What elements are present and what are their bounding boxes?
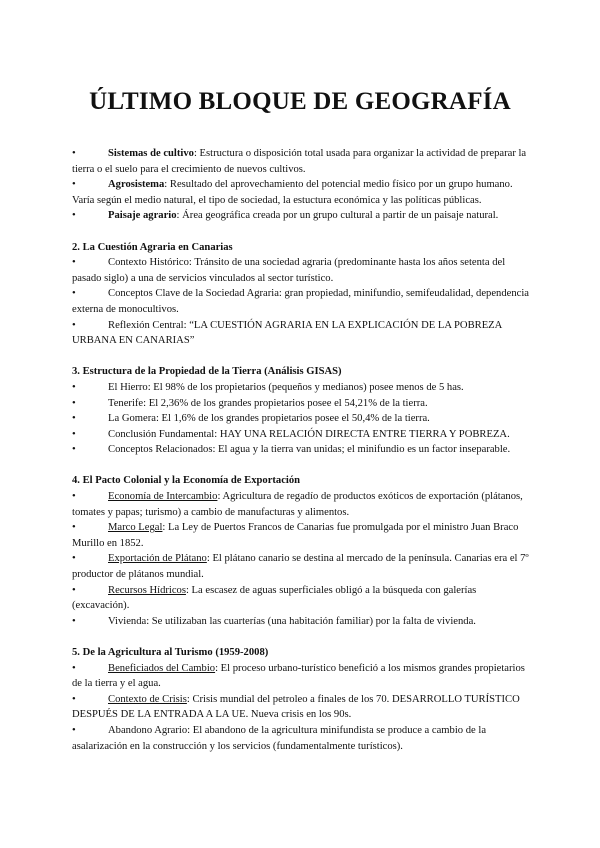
- bullet-glyph: •: [72, 553, 76, 565]
- item-text: La Gomera: El 1,6% de los grandes propietarios posee el 50,4% de la tierra.: [108, 413, 430, 425]
- list-item: [72, 520, 532, 551]
- page-title: ÚLTIMO BLOQUE DE GEOGRAFÍA: [89, 88, 511, 115]
- item-text: : La escasez de aguas superficiales obligó a la búsqueda con galerías (excavación).: [72, 584, 477, 612]
- item-text: Conceptos Relacionados: El agua y la tierra van unidas; el minifundio es un factor inseparable.: [108, 444, 511, 456]
- bullet-glyph: •: [72, 381, 76, 393]
- document-body: [72, 146, 532, 754]
- bullet-glyph: •: [72, 397, 76, 409]
- intro-item: [72, 146, 532, 177]
- item-text: Abandono Agrario: El abandono de la agricultura minifundista se produce a cambio de la asalarización en la construcción y los servicios (fundamentalmente turísticos).: [72, 724, 487, 752]
- bullet-glyph: •: [72, 615, 76, 627]
- bullet-glyph: •: [72, 210, 76, 222]
- term: Paisaje agrario: [108, 210, 177, 222]
- term: Agrosistema: [108, 179, 165, 191]
- list-item: [72, 396, 532, 412]
- section-title: 3. Estructura de la Propiedad de la Tierra (Análisis GISAS): [72, 366, 342, 378]
- list-item: [72, 661, 532, 692]
- list-item: [72, 489, 532, 520]
- section-title: 2. La Cuestión Agraria en Canarias: [72, 241, 233, 253]
- intro-item: [72, 177, 532, 208]
- list-item: [72, 442, 532, 458]
- item-text: Reflexión Central: “LA CUESTIÓN AGRARIA EN LA EXPLICACIÓN DE LA POBREZA URBANA EN CANARIAS”: [72, 319, 502, 347]
- list-item: [72, 583, 532, 614]
- section-agricultura-turismo: [72, 645, 532, 754]
- definition: : Resultado del aprovechamiento del potencial medio físico por un grupo humano. Varía según el medio natural, el tipo de sociedad, la estuctura económica y las políticas públicas.: [72, 179, 513, 206]
- item-text: : La Ley de Puertos Francos de Canarias fue promulgada por el ministro Juan Braco Murillo en 1852.: [72, 522, 519, 549]
- bullet-glyph: •: [72, 724, 76, 736]
- definition: : Estructura o disposición total usada para organizar la actividad de preparar la tierra o el suelo para el crecimiento de nuevos cultivos.: [72, 148, 527, 175]
- item-text: : El proceso urbano-turístico benefició a los mismos grandes propietarios de la tierra y el agua.: [72, 662, 525, 690]
- bullet-glyph: •: [72, 148, 76, 159]
- list-item: [72, 380, 532, 396]
- bullet-glyph: •: [72, 413, 76, 425]
- list-item: [72, 692, 532, 723]
- bullet-glyph: •: [72, 444, 76, 456]
- item-term: Marco Legal: [108, 522, 163, 534]
- item-text: Vivienda: Se utilizaban las cuarterías (una habitación familiar) por la falta de vivienda.: [108, 615, 476, 627]
- bullet-glyph: •: [72, 428, 76, 440]
- list-item: [72, 286, 532, 317]
- item-text: Tenerife: El 2,36% de los grandes propietarios posee el 54,21% de la tierra.: [108, 397, 428, 409]
- list-item: [72, 614, 532, 630]
- list-item: [72, 318, 532, 349]
- item-term: Beneficiados del Cambio: [108, 662, 216, 674]
- section-title: 5. De la Agricultura al Turismo (1959-2008): [72, 647, 269, 658]
- bullet-glyph: •: [72, 179, 76, 191]
- section-estructura-propiedad: [72, 364, 532, 458]
- bullet-glyph: •: [72, 319, 76, 331]
- bullet-glyph: •: [72, 584, 76, 596]
- term: Sistemas de cultivo: [108, 148, 194, 159]
- bullet-glyph: •: [72, 662, 76, 674]
- item-term: Economía de Intercambio: [108, 491, 218, 503]
- list-item: [72, 255, 532, 286]
- item-text: Contexto Histórico: Tránsito de una sociedad agraria (predominante hasta los años setenta del pasado siglo) a una de servicios vinculados al sector turístico.: [72, 257, 506, 284]
- bullet-glyph: •: [72, 693, 76, 705]
- intro-item: [72, 208, 532, 224]
- section-pacto-colonial: [72, 473, 532, 629]
- section-cuestion-agraria: [72, 240, 532, 349]
- item-text: Conclusión Fundamental: HAY UNA RELACIÓN DIRECTA ENTRE TIERRA Y POBREZA.: [108, 428, 510, 440]
- bullet-glyph: •: [72, 257, 76, 269]
- list-item: [72, 427, 532, 443]
- list-item: [72, 411, 532, 427]
- item-text: : El plátano canario se destina al mercado de la península. Canarias era el 7º productor de plátanos mundial.: [72, 553, 529, 581]
- item-text: El Hierro: El 98% de los propietarios (pequeños y medianos) posee menos de 5 has.: [108, 381, 464, 393]
- bullet-glyph: •: [72, 491, 76, 503]
- item-term: Recursos Hídricos: [108, 584, 186, 596]
- item-text: : Agricultura de regadío de productos exóticos de exportación (plátanos, tomates y papas; turismo) a cambio de manufacturas y alimentos.: [72, 491, 523, 518]
- bullet-glyph: •: [72, 522, 76, 534]
- list-item: [72, 723, 532, 754]
- list-item: [72, 551, 532, 582]
- definition: : Área geográfica creada por un grupo cultural a partir de un paisaje natural.: [176, 210, 499, 222]
- bullet-glyph: •: [72, 288, 76, 300]
- intro-list: [72, 146, 532, 224]
- item-text: : Crisis mundial del petroleo a finales de los 70. DESARROLLO TURÍSTICO DESPUÉS DE LA ENTRADA A LA UE. Nueva crisis en los 90s.: [72, 693, 520, 721]
- section-title: 4. El Pacto Colonial y la Economía de Exportación: [72, 475, 301, 487]
- item-term: Exportación de Plátano: [108, 553, 207, 565]
- item-text: Conceptos Clave de la Sociedad Agraria: gran propiedad, minifundio, semifeudalidad, dependencia externa de monocultivos.: [72, 288, 529, 315]
- item-term: Contexto de Crisis: [108, 693, 187, 705]
